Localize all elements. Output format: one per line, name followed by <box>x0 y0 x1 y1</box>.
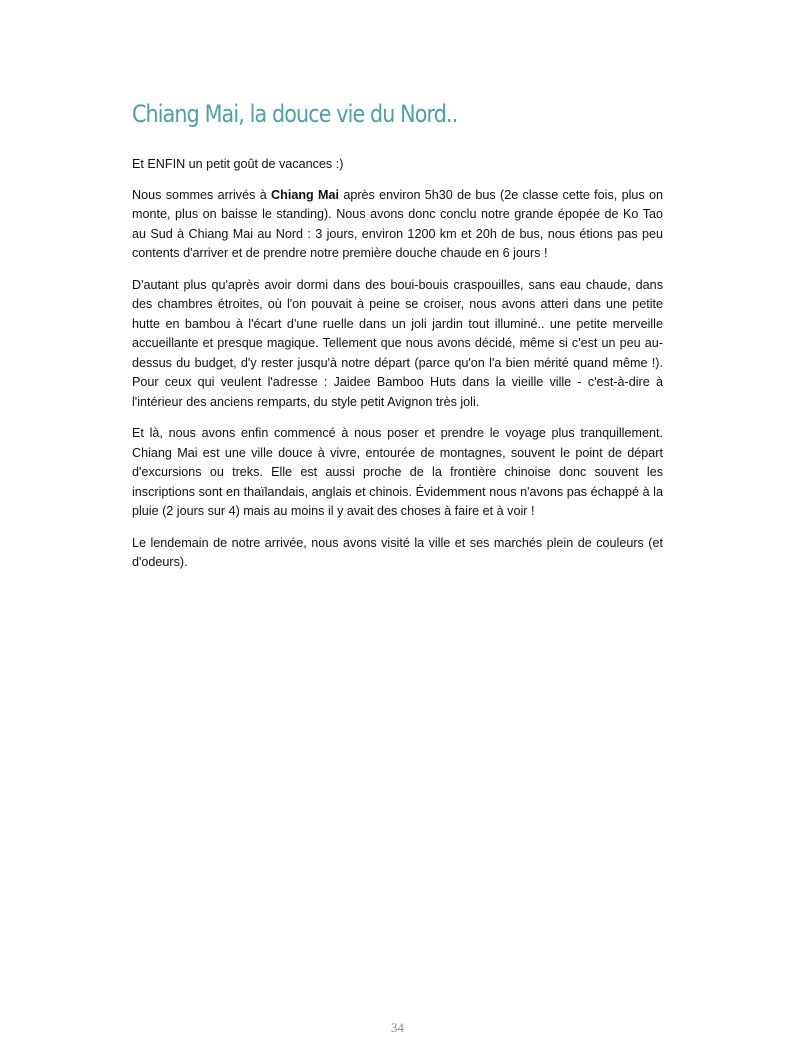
paragraph-arrival <box>132 186 663 264</box>
paragraph-city-description: Et là, nous avons enfin commencé à nous poser et prendre le voyage plus tranquillement. Chiang Mai est une ville douce à vivre, entourée de montagnes, souvent le point de départ d'excursions ou treks. Elle est aussi proche de la frontière chinoise donc souvent les inscriptions sont en thaïlandais, anglais et chinois. Évidemment nous n'avons pas échappé à la pluie (2 jours sur 4) mais au moins il y avait des choses à faire et à voir ! <box>132 426 663 518</box>
page-title: Chiang Mai, la douce vie du Nord.. <box>132 100 458 128</box>
city-name-bold: Chiang Mai <box>271 187 340 202</box>
article-body <box>132 155 663 585</box>
paragraph-next-day: Le lendemain de notre arrivée, nous avons visité la ville et ses marchés plein de couleurs (et d'odeurs). <box>132 535 663 569</box>
paragraph-arrival-rest: après environ 5h30 de bus (2e classe cette fois, plus on monte, plus on baisse le standing). Nous avons donc conclu notre grande épopée de Ko Tao au Sud à Chiang Mai au Nord : 3 jours, environ 1200 km et 20h de bus, nous étions pas peu contents d'arriver et de prendre notre première douche chaude en 6 jours ! <box>132 187 663 260</box>
page-number: 34 <box>391 1020 404 1035</box>
paragraph-intro: Et ENFIN un petit goût de vacances :) <box>132 157 344 171</box>
paragraph-accommodation: D'autant plus qu'après avoir dormi dans des boui-bouis craspouilles, sans eau chaude, dans des chambres étroites, où l'on pouvait à peine se croiser, nous avons atteri dans une petite hutte en bambou à l'écart d'une ruelle dans un joli jardin tout illuminé.. une petite merveille accueillante et presque magique. Tellement que nous avons décidé, même si c'est un peu au-dessus du budget, d'y rester jusqu'à notre départ (parce qu'on l'a bien mérité quand même !). Pour ceux qui veulent l'adresse : Jaidee Bamboo Huts dans la vieille ville - c'est-à-dire à l'intérieur des anciens remparts, du style petit Avignon très joli. <box>132 277 663 409</box>
paragraph-arrival-start: Nous sommes arrivés à <box>132 187 272 202</box>
